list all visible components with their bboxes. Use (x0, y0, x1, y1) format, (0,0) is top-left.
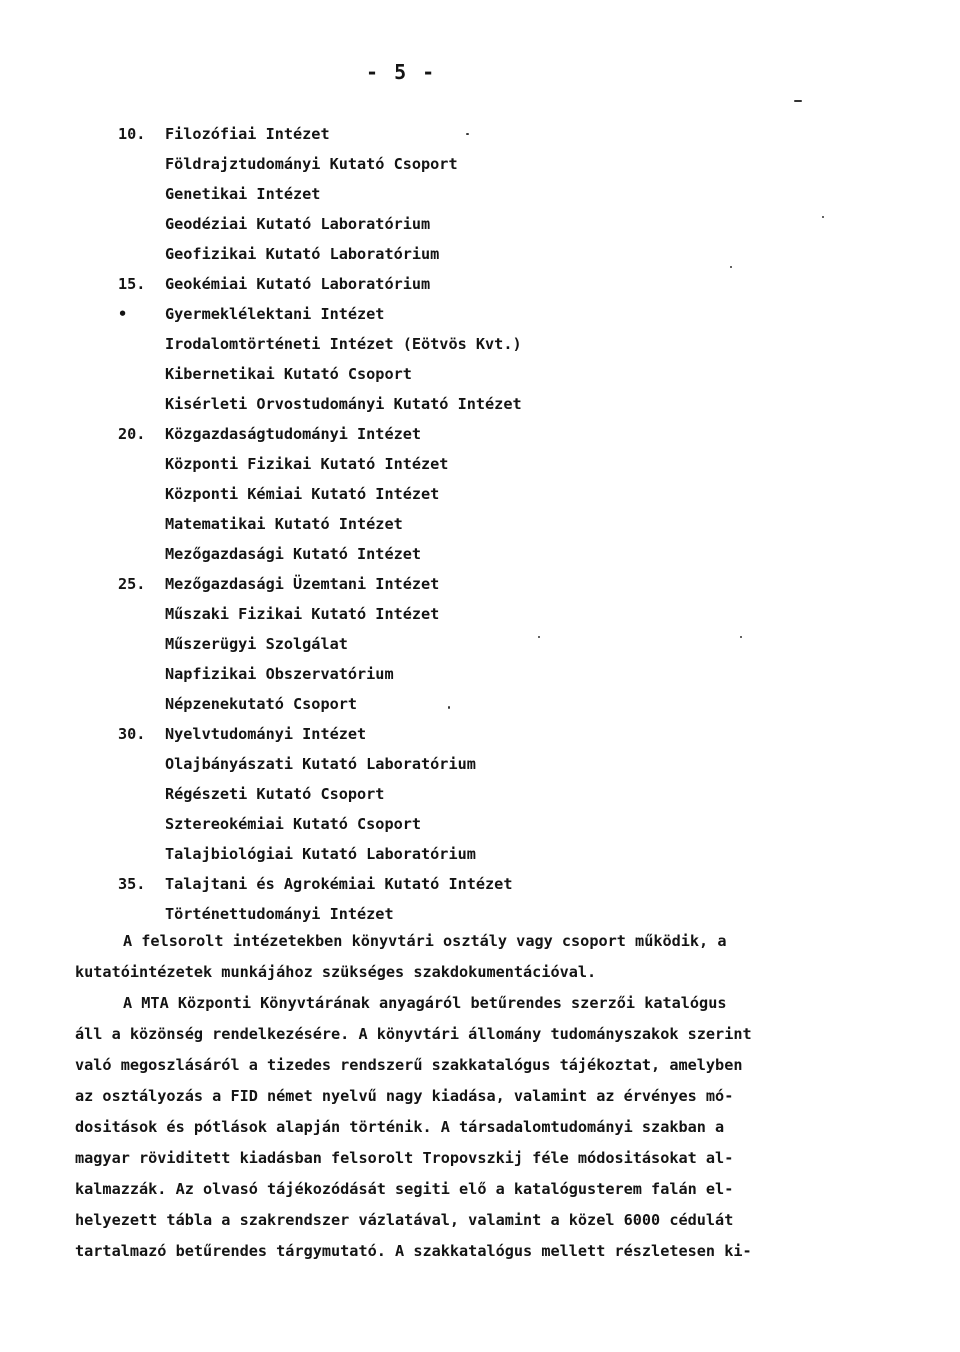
list-item-name: Nyelvtudományi Intézet (165, 725, 367, 743)
text-line: áll a közönség rendelkezésére. A könyvtári állomány tudományszakok szerint (75, 1025, 752, 1043)
list-item-number: 20. (118, 425, 146, 443)
list-item (0, 119, 960, 149)
scan-speck (730, 266, 732, 268)
list-item-name: Napfizikai Obszervatórium (165, 665, 394, 683)
list-item (0, 509, 960, 539)
scan-speck (794, 100, 802, 102)
list-item (0, 479, 960, 509)
scan-speck (740, 636, 742, 638)
page-number: - 5 - (366, 60, 437, 84)
list-item (0, 449, 960, 479)
list-item (0, 689, 960, 719)
scan-speck (466, 133, 469, 135)
list-item-name: Régészeti Kutató Csoport (165, 785, 385, 803)
list-item-name: Műszerügyi Szolgálat (165, 635, 348, 653)
list-item-name: Matematikai Kutató Intézet (165, 515, 403, 533)
list-item-name: Genetikai Intézet (165, 185, 321, 203)
list-item-number: 35. (118, 875, 146, 893)
list-item (0, 569, 960, 599)
list-item-name: Kibernetikai Kutató Csoport (165, 365, 412, 383)
list-item (0, 209, 960, 239)
list-item (0, 419, 960, 449)
list-item-number: 15. (118, 275, 146, 293)
list-item (0, 359, 960, 389)
list-item-name: Földrajztudományi Kutató Csoport (165, 155, 458, 173)
list-item-number: 30. (118, 725, 146, 743)
list-item-name: Mezőgazdasági Kutató Intézet (165, 545, 422, 563)
list-item (0, 539, 960, 569)
text-line: magyar röviditett kiadásban felsorolt Tropovszkij féle módositásokat al- (75, 1149, 734, 1167)
list-item-name: Közgazdaságtudományi Intézet (165, 425, 422, 443)
list-item-name: Történettudományi Intézet (165, 905, 394, 923)
text-line: helyezett tábla a szakrendszer vázlatával, valamint a közel 6000 cédulát (75, 1211, 734, 1229)
list-item (0, 329, 960, 359)
list-item (0, 269, 960, 299)
scan-speck (822, 216, 824, 218)
text-line: A MTA Központi Könyvtárának anyagáról betűrendes szerzői katalógus (123, 994, 727, 1012)
institute-list (0, 119, 960, 929)
paragraph-catalogues (75, 988, 855, 1267)
list-item-name: Műszaki Fizikai Kutató Intézet (165, 605, 440, 623)
list-item (0, 239, 960, 269)
list-item-name: Filozófiai Intézet (165, 125, 330, 143)
list-item-number: 25. (118, 575, 146, 593)
list-item (0, 629, 960, 659)
paragraph-departments (75, 926, 855, 988)
list-item (0, 389, 960, 419)
list-item-name: Központi Kémiai Kutató Intézet (165, 485, 440, 503)
text-line: kutatóintézetek munkájához szükséges szakdokumentációval. (75, 963, 597, 981)
list-item-name: Mezőgazdasági Üzemtani Intézet (165, 575, 440, 593)
list-item-name: Geokémiai Kutató Laboratórium (165, 275, 431, 293)
text-line: való megoszlásáról a tizedes rendszerű szakkatalógus tájékoztat, amelyben (75, 1056, 743, 1074)
list-item (0, 809, 960, 839)
list-item (0, 659, 960, 689)
list-item (0, 839, 960, 869)
list-item-name: Központi Fizikai Kutató Intézet (165, 455, 449, 473)
list-item-name: Talajtani és Agrokémiai Kutató Intézet (165, 875, 513, 893)
list-item-name: Gyermeklélektani Intézet (165, 305, 385, 323)
scan-speck (448, 706, 450, 709)
text-line: kalmazzák. Az olvasó tájékozódását segiti elő a katalógusterem falán el- (75, 1180, 734, 1198)
list-item-name: Sztereokémiai Kutató Csoport (165, 815, 422, 833)
list-item (0, 719, 960, 749)
list-item-name: Kisérleti Orvostudományi Kutató Intézet (165, 395, 522, 413)
list-item (0, 179, 960, 209)
list-item-name: Olajbányászati Kutató Laboratórium (165, 755, 476, 773)
text-line: tartalmazó betűrendes tárgymutató. A szakkatalógus mellett részletesen ki- (75, 1242, 752, 1260)
text-line: dositások és pótlások alapján történik. A társadalomtudományi szakban a (75, 1118, 725, 1136)
list-item-name: Geodéziai Kutató Laboratórium (165, 215, 431, 233)
list-item-name: Geofizikai Kutató Laboratórium (165, 245, 440, 263)
list-item-name: Talajbiológiai Kutató Laboratórium (165, 845, 476, 863)
list-item-name: Népzenekutató Csoport (165, 695, 358, 713)
list-item-name: Irodalomtörténeti Intézet (Eötvös Kvt.) (165, 335, 522, 353)
list-item (0, 599, 960, 629)
list-item (0, 869, 960, 899)
list-item (0, 299, 960, 329)
list-item-number: • (118, 305, 128, 323)
list-item (0, 749, 960, 779)
list-item (0, 149, 960, 179)
text-line: az osztályozás a FID német nyelvű nagy kiadása, valamint az érvényes mó- (75, 1087, 734, 1105)
scan-speck (538, 636, 540, 638)
list-item-number: 10. (118, 125, 146, 143)
list-item (0, 899, 960, 929)
list-item (0, 779, 960, 809)
text-line: A felsorolt intézetekben könyvtári osztály vagy csoport működik, a (123, 932, 727, 950)
